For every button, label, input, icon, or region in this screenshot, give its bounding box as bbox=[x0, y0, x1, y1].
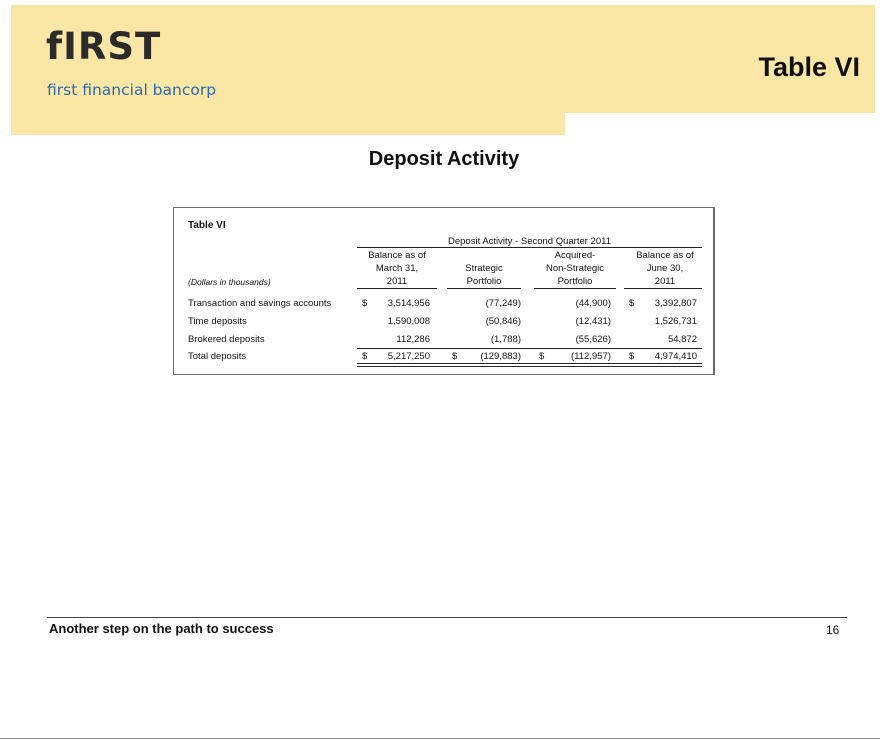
column-header-non-strategic: Acquired- Non-Strategic Portfolio bbox=[545, 250, 605, 287]
cell-value: (112,957) bbox=[571, 351, 611, 362]
column-header-march: Balance as of March 31, 2011 bbox=[368, 250, 426, 287]
cell-value: (77,249) bbox=[485, 298, 521, 309]
units-note: (Dollars in thousands) bbox=[188, 277, 271, 287]
row-label: Brokered deposits bbox=[188, 334, 265, 345]
cell-value: 1,590,008 bbox=[387, 316, 430, 327]
span-header-rule bbox=[357, 247, 702, 248]
currency-symbol: $ bbox=[452, 351, 458, 362]
column-rule bbox=[534, 288, 616, 289]
logo-subtext: first financial bancorp bbox=[47, 81, 217, 99]
column-rule bbox=[447, 288, 521, 289]
column-rule bbox=[357, 288, 437, 289]
column-header-june: Balance as of June 30, 2011 bbox=[636, 250, 694, 287]
row-label: Time deposits bbox=[188, 316, 247, 327]
header-notch bbox=[565, 113, 875, 135]
table-row bbox=[174, 334, 713, 348]
logo-wordmark: fIRST bbox=[46, 25, 162, 68]
slide-title: Table VI bbox=[758, 52, 860, 82]
cell-value: 1,526,731 bbox=[654, 316, 697, 327]
table-title: Table VI bbox=[188, 220, 226, 231]
deposit-activity-table bbox=[173, 207, 715, 375]
column-header-strategic: Strategic Portfolio bbox=[465, 263, 503, 287]
cell-value: (129,883) bbox=[480, 351, 521, 362]
row-label: Total deposits bbox=[188, 351, 247, 362]
currency-symbol: $ bbox=[362, 298, 368, 309]
page-number: 16 bbox=[826, 623, 840, 637]
cell-value: (55,626) bbox=[575, 334, 611, 345]
cell-value: 3,392,807 bbox=[654, 298, 697, 309]
bottom-rule bbox=[0, 738, 880, 739]
currency-symbol: $ bbox=[629, 298, 635, 309]
total-rule bbox=[357, 348, 702, 349]
currency-symbol: $ bbox=[539, 351, 545, 362]
page-heading: Deposit Activity bbox=[368, 148, 520, 170]
cell-value: 54,872 bbox=[667, 334, 697, 345]
cell-value: 4,974,410 bbox=[654, 351, 697, 362]
cell-value: (12,431) bbox=[575, 316, 611, 327]
column-rule bbox=[624, 288, 702, 289]
footer-rule bbox=[47, 617, 847, 618]
cell-value: 3,514,956 bbox=[387, 298, 430, 309]
total-double-rule bbox=[357, 363, 702, 367]
cell-value: 5,217,250 bbox=[387, 351, 430, 362]
row-label: Transaction and savings accounts bbox=[188, 298, 332, 309]
currency-symbol: $ bbox=[629, 351, 635, 362]
cell-value: (44,900) bbox=[575, 298, 611, 309]
cell-value: (50,846) bbox=[485, 316, 521, 327]
footer-tagline: Another step on the path to success bbox=[49, 621, 274, 636]
cell-value: (1,788) bbox=[490, 334, 521, 345]
cell-value: 112,286 bbox=[396, 334, 430, 345]
currency-symbol: $ bbox=[362, 351, 368, 362]
span-header: Deposit Activity - Second Quarter 2011 bbox=[448, 236, 611, 247]
table-row bbox=[174, 316, 713, 330]
table-row bbox=[174, 298, 713, 312]
